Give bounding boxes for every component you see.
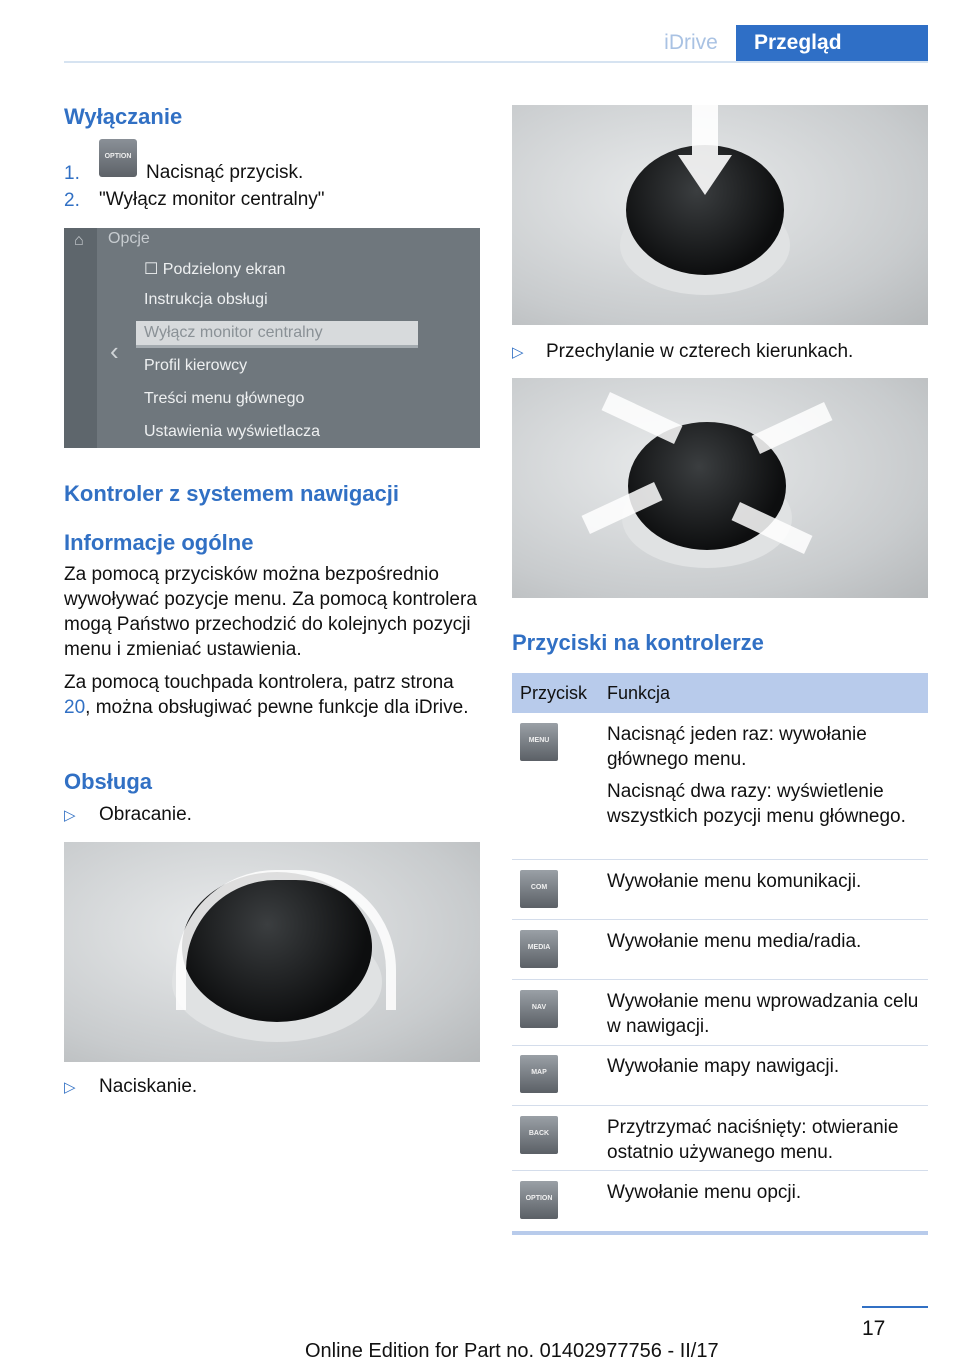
table-cell-function: Wywołanie menu komunikacji. [607, 871, 862, 892]
bullet-triangle-icon: ▷ [64, 1079, 76, 1096]
table-cell-function: Wywołanie menu wprowadzania celu w nawigacji. [607, 991, 919, 1037]
bullet-press: Naciskanie. [99, 1076, 198, 1097]
screen-item-split: ☐ Podzielony ekran [144, 261, 286, 278]
step-text-1: Nacisnąć przycisk. [146, 162, 304, 183]
bullet-triangle-icon: ▷ [64, 807, 76, 824]
screen-item-driver-profile: Profil kierowcy [144, 357, 248, 374]
chevron-left-icon: ‹ [110, 336, 119, 366]
header-divider [64, 61, 928, 63]
footer-edition: Online Edition for Part no. 01402977756 - II/17 [305, 1340, 719, 1362]
rotate-arrow-icon [176, 870, 396, 1010]
controller-rotate-image [64, 842, 480, 1062]
step-number-2: 2. [64, 190, 80, 211]
map-button-icon: MAP [520, 1055, 558, 1093]
media-button-icon: MEDIA [520, 930, 558, 968]
heading-operation: Obsługa [64, 769, 153, 794]
nav-button-icon: NAV [520, 990, 558, 1028]
down-arrow-icon [692, 105, 718, 155]
home-icon: ⌂ [74, 232, 84, 249]
footer-rule [862, 1306, 928, 1308]
controller-press-image [512, 105, 928, 325]
bullet-triangle-icon: ▷ [512, 344, 524, 361]
tilt-arrow-icon [602, 392, 683, 444]
column-header-function: Funkcja [607, 683, 671, 703]
options-screen-image [64, 228, 480, 448]
screen-item-main-menu: Treści menu głównego [144, 390, 305, 407]
com-button-icon: COM [520, 870, 558, 908]
controller-tilt-image [512, 378, 928, 598]
step-text-2: "Wyłącz monitor centralny" [99, 189, 325, 210]
page-link[interactable]: 20 [64, 697, 86, 718]
paragraph-touchpad: Za pomocą touchpada kontrolera, patrz strona 20, można obsługiwać pewne funkcje dla iDrive. [64, 672, 469, 718]
table-header [512, 673, 928, 713]
back-button-icon: BACK [520, 1116, 558, 1154]
paragraph-general: Za pomocą przycisków można bezpośrednio wywoływać pozycje menu. Za pomocą kontrolera mogą Państwo przechodzić do kolejnych pozycji menu i zmieniać ustawienia. [64, 564, 477, 660]
screen-item-monitor-off: Wyłącz monitor centralny [144, 324, 323, 341]
table-cell-function: Wywołanie menu media/radia. [607, 931, 862, 952]
option-button-icon: OPTION [520, 1181, 558, 1219]
menu-button-icon: MENU [520, 723, 558, 761]
page-number: 17 [862, 1317, 886, 1340]
screen-item-manual: Instrukcja obsługi [144, 291, 268, 308]
table-cell-function: Przytrzymać naciśnięty: otwieranie ostatnio używanego menu. [607, 1117, 899, 1163]
heading-switch-off: Wyłączanie [64, 104, 183, 129]
chapter-label: iDrive [664, 31, 718, 54]
step-number-1: 1. [64, 163, 80, 184]
table-cell-function: Wywołanie menu opcji. [607, 1182, 802, 1203]
option-button-icon: OPTION [99, 139, 137, 177]
column-header-button: Przycisk [520, 683, 587, 703]
tilt-arrow-icon [752, 402, 833, 454]
bullet-rotate: Obracanie. [99, 804, 192, 825]
heading-general: Informacje ogólne [64, 530, 254, 555]
table-cell-function: Nacisnąć dwa razy: wyświetlenie wszystkich pozycji menu głównego. [607, 781, 906, 827]
bullet-tilt: Przechylanie w czterech kierunkach. [546, 341, 854, 362]
heading-buttons: Przyciski na kontrolerze [512, 630, 764, 655]
heading-controller: Kontroler z systemem nawigacji [64, 481, 399, 506]
screen-sidebar [64, 228, 97, 448]
table-cell-function: Nacisnąć jeden raz: wywołanie głównego menu. [607, 724, 867, 770]
section-tab[interactable]: Przegląd [736, 25, 928, 63]
screen-item-display-settings: Ustawienia wyświetlacza [144, 423, 321, 440]
screen-title: Opcje [108, 230, 150, 247]
table-bottom-rule [512, 1231, 928, 1235]
table-cell-function: Wywołanie mapy nawigacji. [607, 1056, 840, 1077]
